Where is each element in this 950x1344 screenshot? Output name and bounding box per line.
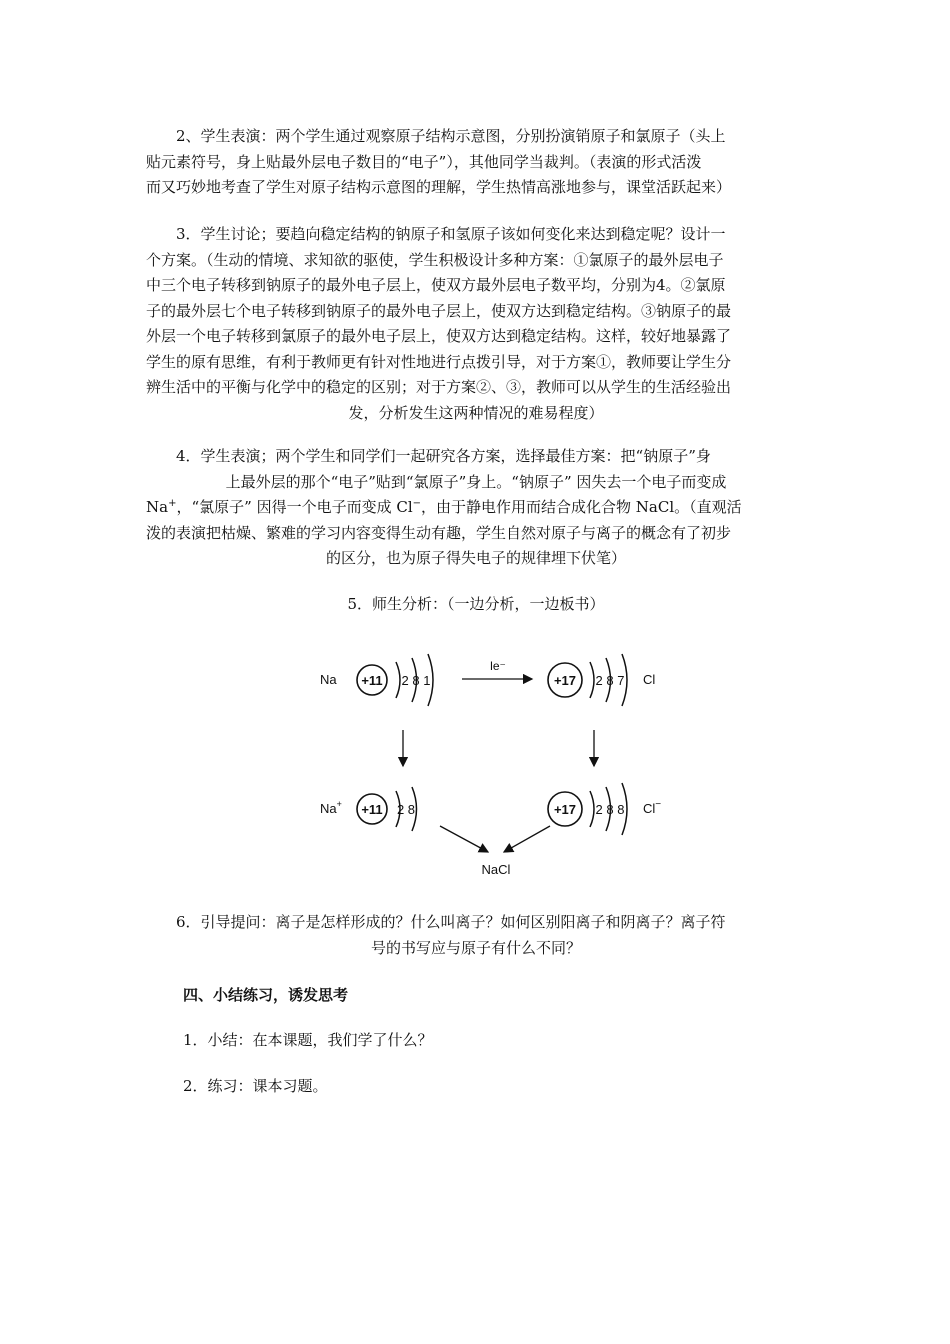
sodium-ion-to-product-arrow	[440, 826, 488, 852]
text-line: 3．学生讨论；要趋向稳定结构的钠原子和氢原子该如何变化来达到稳定呢？设计一	[176, 225, 726, 243]
sodium-ion-shell-electrons: 2 8	[396, 802, 416, 817]
text-line: 外层一个电子转移到氯原子的最外电子层上，使双方达到稳定结构。这样，较好地暴露了	[146, 327, 732, 345]
chloride-ion-nucleus-charge: +17	[553, 802, 577, 817]
chloride-ion-to-product-arrow	[504, 826, 550, 852]
section-heading	[183, 983, 843, 1009]
chlorine-shell-electrons: 2 8 7	[595, 673, 625, 688]
text-line: 贴元素符号，身上贴最外层电子数目的“电子”），其他同学当裁判。（表演的形式活泼	[146, 152, 702, 171]
chloride-ion-shell-electrons: 2 8 8	[595, 802, 625, 817]
text-line: 辨生活中的平衡与化学中的稳定的区别；对于方案②、③，教师可以从学生的生活经验出	[146, 378, 732, 396]
text-line: 2、学生表演：两个学生通过观察原子结构示意图，分别扮演销原子和氯原子（头上	[176, 127, 726, 145]
sodium-charge: +	[168, 498, 177, 509]
sodium-nucleus-charge: +11	[361, 673, 383, 688]
ionic-bond-diagram	[300, 648, 680, 888]
summary-text: 1．小结：在本课题，我们学了什么？	[183, 1031, 433, 1049]
exercise-line	[183, 1074, 843, 1100]
text-fragment: ，由于静电作用而结合成化合物 NaCl。（直观活	[421, 498, 742, 516]
paragraph-2	[146, 124, 806, 201]
product-label: NaCl	[481, 862, 511, 877]
chloride-ion-label: Cl−	[643, 799, 662, 816]
text-line: 而又巧妙地考查了学生对原子结构示意图的理解，学生热情高涨地参与，课堂活跃起来）	[146, 178, 732, 196]
exercise-text: 2．练习：课本习题。	[183, 1077, 328, 1095]
chlorine-nucleus-charge: +17	[553, 673, 577, 688]
text-line: 5．师生分析：（一边分析，一边板书）	[347, 595, 605, 613]
paragraph-4	[146, 444, 806, 572]
sodium-ion-nucleus-charge: +11	[361, 802, 383, 817]
text-line: 子的最外层七个电子转移到钠原子的最外电子层上，使双方达到稳定结构。③钠原子的最	[146, 301, 732, 320]
text-line: 上最外层的那个“电子”贴到“氯原子”身上。“钠原子” 因失去一个电子而变成	[225, 472, 727, 491]
text-line: 发，分析发生这两种情况的难易程度）	[348, 403, 604, 422]
paragraph-5	[146, 592, 806, 618]
text-line: 4．学生表演；两个学生和同学们一起研究各方案，选择最佳方案：把“钠原子”身	[176, 447, 711, 465]
text-line: 号的书写应与原子有什么不同？	[370, 938, 581, 957]
sodium-symbol: Na	[146, 498, 169, 516]
sodium-shell-electrons: 2 8 1	[401, 673, 431, 688]
sodium-atom-label: Na	[320, 672, 337, 687]
paragraph-6	[146, 910, 806, 961]
text-line: 学生的原有思维，有利于教师更有针对性地进行点拨引导，对于方案①，教师要让学生分	[146, 352, 732, 371]
text-line-with-ions	[146, 495, 806, 521]
text-fragment: ，“氯原子” 因得一个电子而变成 Cl	[176, 498, 413, 516]
text-line: 泼的表演把枯燥、繁难的学习内容变得生动有趣，学生自然对原子与离子的概念有了初步	[146, 523, 732, 542]
summary-line	[183, 1028, 843, 1054]
paragraph-3	[146, 222, 806, 426]
electron-transfer-label: le⁻	[490, 659, 506, 673]
text-line: 中三个电子转移到钠原子的最外电子层上，使双方最外层电子数平均，分别为4。②氯原	[146, 276, 726, 294]
text-line: 的区分，也为原子得失电子的规律埋下伏笔）	[325, 549, 626, 567]
text-line: 个方案。（生动的情境、求知欲的驱使，学生积极设计多种方案：①氯原子的最外层电子	[146, 250, 724, 269]
text-line: 6．引导提问：离子是怎样形成的？什么叫离子？如何区别阳离子和阴离子？离子符	[176, 913, 726, 931]
section-heading-text: 四、小结练习，诱发思考	[183, 986, 349, 1004]
sodium-ion-label: Na+	[320, 799, 342, 816]
chlorine-atom-label: Cl	[643, 672, 656, 687]
chloride-charge: −	[412, 498, 422, 509]
